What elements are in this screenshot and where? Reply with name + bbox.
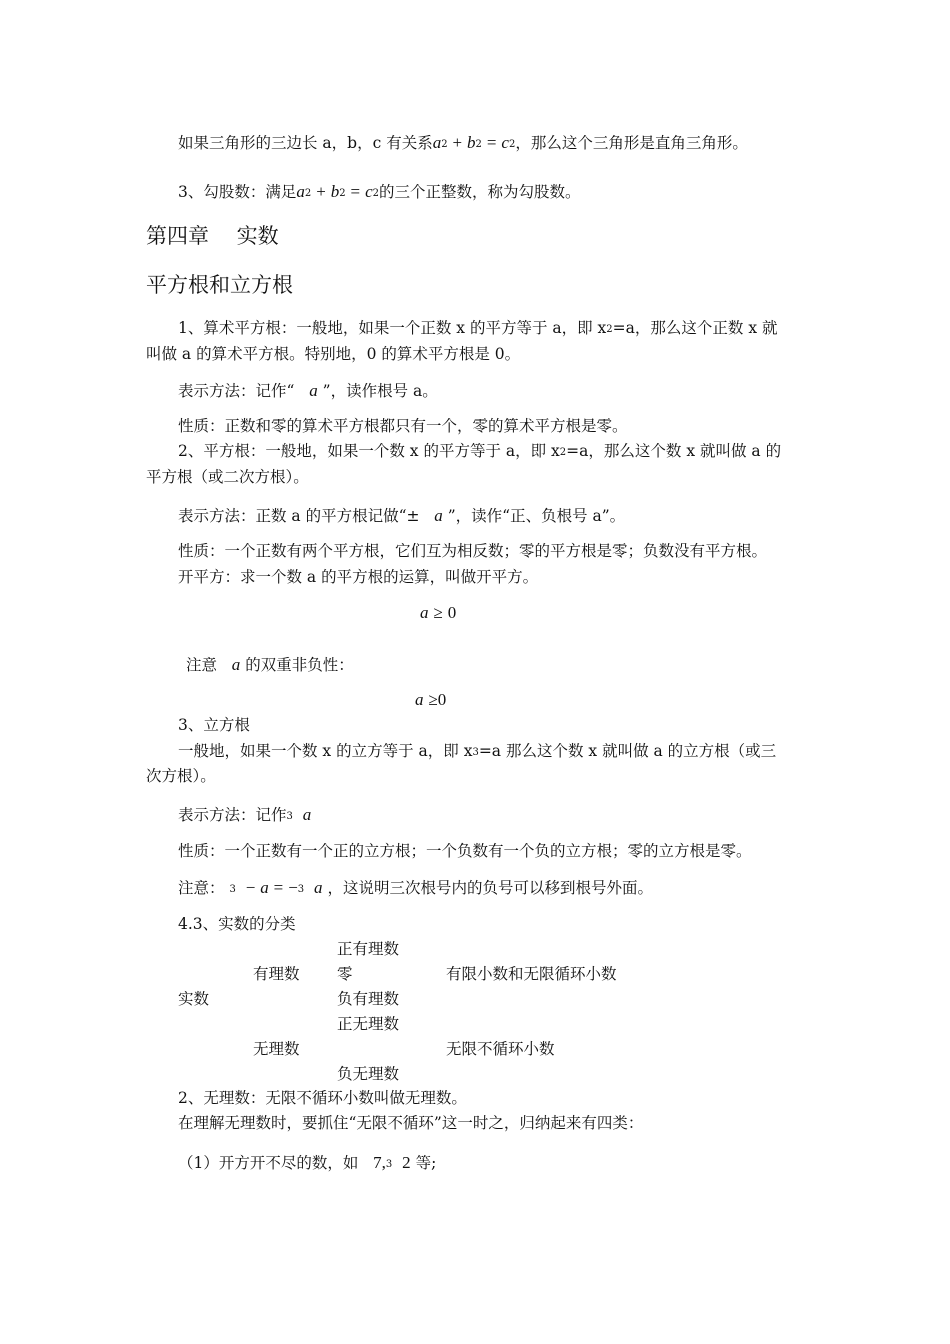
math-a: a xyxy=(302,805,312,824)
chapter-title: 第四章 实数 xyxy=(146,224,279,248)
class-neg-rational: 负有理数 xyxy=(337,990,400,1008)
text: ，那么这个三角形是直角三角形。 xyxy=(515,134,748,152)
math-a: a xyxy=(309,381,318,400)
formula-a-geq-0 xyxy=(420,603,456,623)
math-b: b xyxy=(330,182,340,201)
text: 表示方法：记作“ xyxy=(178,382,295,400)
op-minus: − xyxy=(288,878,298,897)
double-nonneg-note xyxy=(186,655,354,675)
class-zero: 零 xyxy=(337,965,353,983)
cube-index: 3 xyxy=(286,811,293,822)
formula-a-geq-0-second xyxy=(415,690,446,710)
op-plus: + xyxy=(316,182,326,201)
text: 2、平方根：一般地，如果一个数 x 的平方等于 a，即 x xyxy=(178,442,560,460)
text: =a 那么这个数 x 就叫做 a 的立方根（或三 xyxy=(478,742,777,760)
extract-sqrt-def: 开平方：求一个数 a 的平方根的运算，叫做开平方。 xyxy=(178,568,539,586)
irrational-type-1 xyxy=(178,1153,436,1175)
exp: 2 xyxy=(372,188,379,199)
text: 的双重非负性： xyxy=(245,656,354,674)
text: ”，读作“正、负根号 a”。 xyxy=(447,507,626,525)
arith-def-line-1 xyxy=(178,318,778,340)
op-minus: − xyxy=(245,878,256,897)
exp: 2 xyxy=(606,324,613,335)
sqrt-def-line-1 xyxy=(178,441,781,463)
math-a: a xyxy=(231,655,241,674)
class-irrational-desc: 无限不循环小数 xyxy=(446,1040,555,1058)
math-a: a xyxy=(296,182,305,201)
exp: 2 xyxy=(559,447,567,458)
text: 的三个正整数，称为勾股数。 xyxy=(378,183,581,201)
cube-heading: 3、立方根 xyxy=(178,716,250,734)
math-a: a xyxy=(260,878,269,897)
text: ”，读作根号 a。 xyxy=(322,382,438,400)
op-eq: = xyxy=(486,133,497,152)
text: 3、勾股数：满足 xyxy=(178,183,297,201)
text: （1）开方开不尽的数，如 xyxy=(178,1154,359,1172)
math-a: a xyxy=(434,506,443,525)
class-pos-rational: 正有理数 xyxy=(337,940,400,958)
exp: 2 xyxy=(304,188,312,199)
math-a: a xyxy=(415,690,424,709)
math-zero: 0 xyxy=(437,690,447,709)
class-rational-desc: 有限小数和无限循环小数 xyxy=(446,965,617,983)
cube-notation xyxy=(178,805,311,827)
text: 表示方法：正数 a 的平方根记做“± xyxy=(178,507,420,525)
op-eq: = xyxy=(273,878,284,897)
cube-def-line-1 xyxy=(178,741,776,763)
math-c: c xyxy=(365,182,373,201)
arith-def-line-2: 叫做 a 的算术平方根。特别地，0 的算术平方根是 0。 xyxy=(146,345,521,363)
op-plus: + xyxy=(452,133,463,152)
text: 1、算术平方根：一般地，如果一个正数 x 的平方等于 a，即 x xyxy=(178,319,607,337)
text: =a，那么这个正数 x 就 xyxy=(612,319,778,337)
irrational-understand: 在理解无理数时，要抓住“无限不循环”这一时之，归纳起来有四类： xyxy=(178,1114,644,1132)
text: 表示方法：记作 xyxy=(178,806,287,824)
op-eq: = xyxy=(350,182,361,201)
math-c: c xyxy=(501,133,509,152)
math-a: a xyxy=(420,603,429,622)
exp: 3 xyxy=(472,747,479,758)
math-zero: 0 xyxy=(447,603,457,622)
pythagorean-numbers-line xyxy=(178,182,581,204)
exp: 2 xyxy=(508,139,516,150)
sqrt-notation xyxy=(178,506,625,526)
converse-theorem-line xyxy=(178,133,748,155)
class-irrational: 无理数 xyxy=(253,1040,300,1058)
class-real: 实数 xyxy=(178,990,210,1008)
irrational-def: 2、无理数：无限不循环小数叫做无理数。 xyxy=(178,1089,467,1107)
exp: 2 xyxy=(441,139,448,150)
cube-def-line-2: 次方根）。 xyxy=(146,767,216,785)
cube-note xyxy=(178,878,653,900)
text: ，这说明三次根号内的负号可以移到根号外面。 xyxy=(327,879,653,897)
section-title: 平方根和立方根 xyxy=(146,273,293,297)
text: 注意 xyxy=(186,656,218,674)
classify-title: 4.3、实数的分类 xyxy=(178,915,296,933)
text: =a，那么这个数 x 就叫做 a 的 xyxy=(566,442,782,460)
class-neg-irrational: 负无理数 xyxy=(337,1065,400,1083)
text: 如果三角形的三边长 a，b，c 有关系 xyxy=(178,134,433,152)
math-a: a xyxy=(432,133,442,152)
cube-index: 3 xyxy=(229,884,236,895)
exp: 2 xyxy=(339,188,346,199)
text: 注意： xyxy=(178,879,225,897)
exp: 2 xyxy=(475,139,482,150)
class-pos-irrational: 正无理数 xyxy=(337,1015,400,1033)
sqrt-def-line-2: 平方根（或二次方根）。 xyxy=(146,468,309,486)
arith-property: 性质：正数和零的算术平方根都只有一个，零的算术平方根是零。 xyxy=(178,417,628,435)
cube-index: 3 xyxy=(297,884,305,895)
sqrt-property: 性质：一个正数有两个平方根，它们互为相反数；零的平方根是零；负数没有平方根。 xyxy=(178,542,768,560)
text: 等; xyxy=(415,1154,437,1172)
text: 一般地，如果一个数 x 的立方等于 a，即 x xyxy=(178,742,473,760)
class-rational: 有理数 xyxy=(253,965,300,983)
cube-index: 3 xyxy=(385,1159,393,1170)
cube-property: 性质：一个正数有一个正的立方根；一个负数有一个负的立方根；零的立方根是零。 xyxy=(178,842,752,860)
math-a: a xyxy=(314,878,323,897)
op-geq: ≥ xyxy=(428,690,438,709)
comma: , xyxy=(381,1153,386,1172)
math-b: b xyxy=(467,133,476,152)
math-seven: 7 xyxy=(373,1153,382,1172)
op-geq: ≥ xyxy=(433,603,443,622)
math-two: 2 xyxy=(402,1153,411,1172)
arith-notation xyxy=(178,381,438,401)
